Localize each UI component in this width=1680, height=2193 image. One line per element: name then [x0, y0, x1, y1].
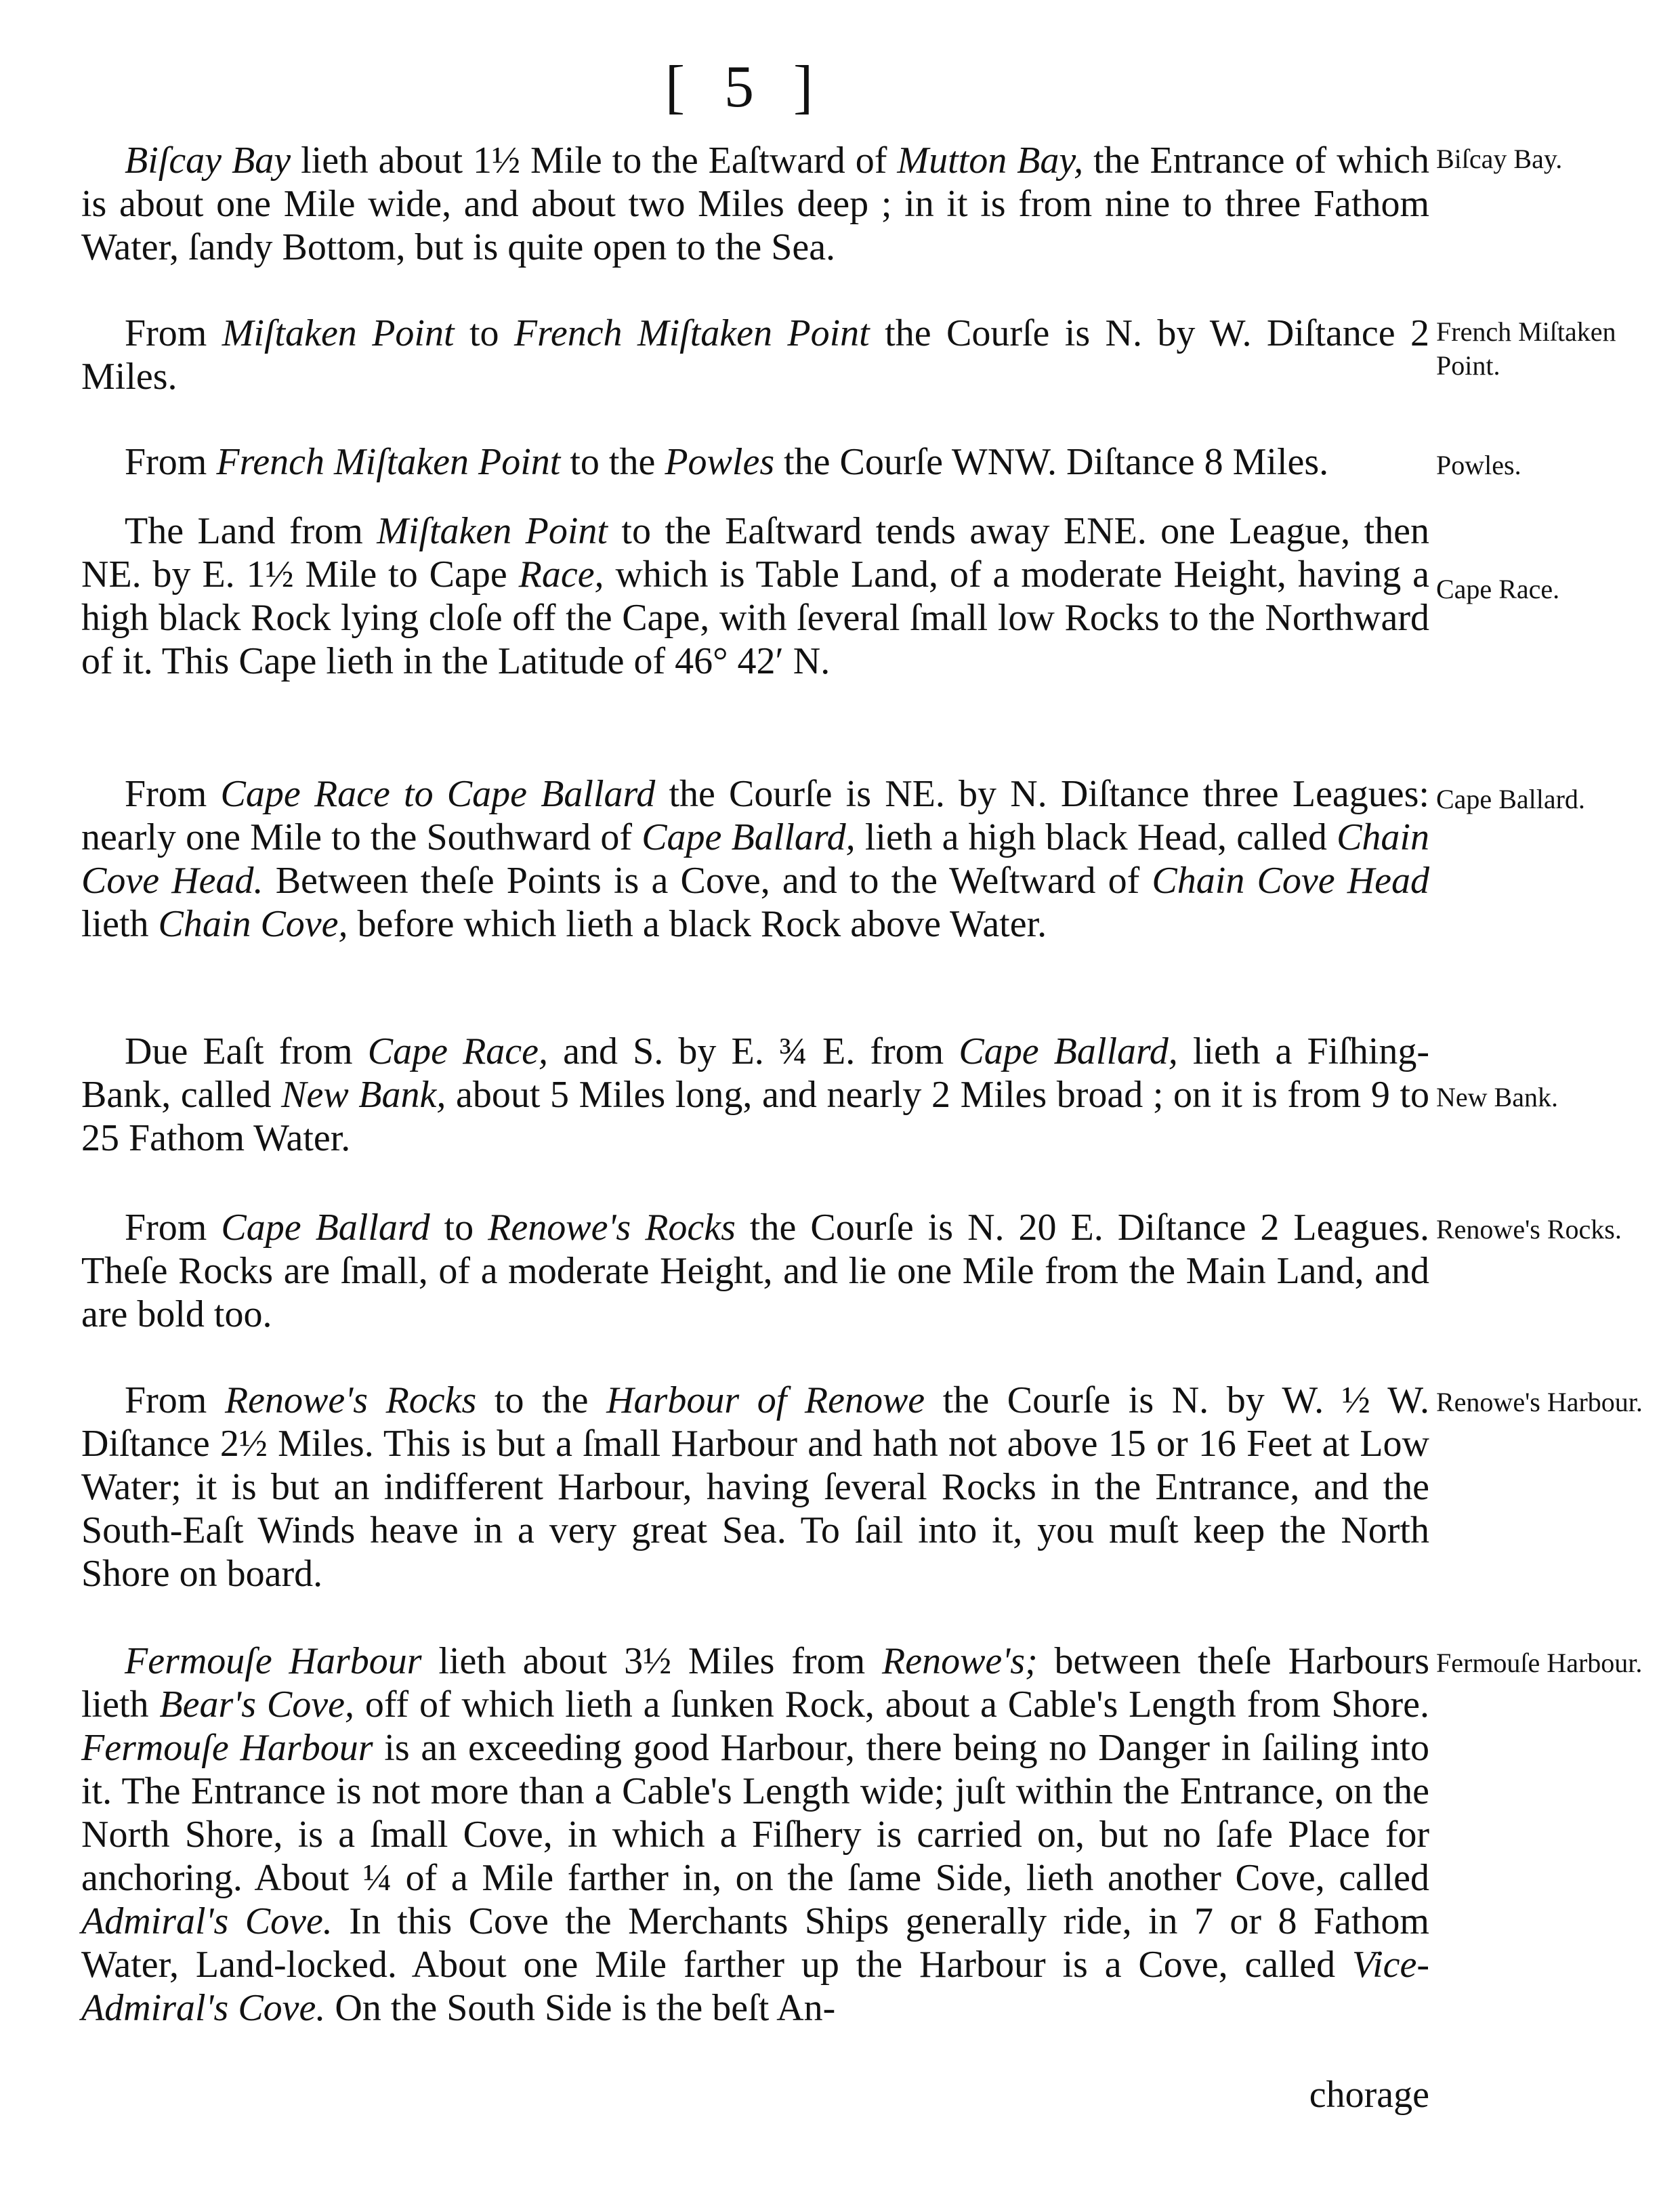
italic-text-segment: Renowe's Rocks: [224, 1379, 477, 1421]
text-segment: From: [125, 441, 217, 483]
italic-text-segment: Cape Ballard,: [642, 816, 856, 858]
italic-text-segment: Admiral's Cove.: [81, 1900, 333, 1942]
text-segment: From: [125, 1379, 225, 1421]
paragraph-renowe-harbour: [81, 1379, 1429, 1595]
text-segment: lieth: [81, 903, 159, 945]
text-segment: From: [125, 1207, 222, 1249]
margin-note-renowes-rocks: Renowe's Rocks.: [1436, 1214, 1622, 1245]
text-segment: the Entrance of which is about one Mile wide, and about two Miles deep ; in it is from nine to three Fathom Water, ſandy Bottom, but is quite open to the Sea.: [81, 140, 1429, 268]
text-segment: lieth a high black Head, called: [855, 816, 1337, 858]
text-segment: the Courſe is N. by W. Diſtance 2 Miles.: [81, 312, 1430, 398]
text-segment: From: [125, 773, 221, 815]
margin-note-renowe-harbour: Renowe's Harbour.: [1436, 1387, 1643, 1417]
italic-text-segment: French Miſtaken Point: [216, 441, 561, 483]
text-segment: before which lieth a black Rock above Water.: [348, 903, 1047, 945]
italic-text-segment: Fermouſe Harbour: [81, 1727, 373, 1769]
italic-text-segment: Cape Race,: [367, 1030, 548, 1072]
italic-text-segment: Vice-Admiral's Cove.: [81, 1944, 1429, 2029]
text-segment: to the: [476, 1379, 607, 1421]
text-segment: lieth about 3½ Miles from: [421, 1640, 883, 1682]
text-segment: The Land from: [125, 510, 377, 552]
text-segment: On the South Side is the beſt An-: [325, 1987, 836, 2029]
text-segment: the Courſe is N. 20 E. Diſtance 2 Leagues. Theſe Rocks are ſmall, of a moderate Height, and lie one Mile from the Main Land, and are bold too.: [81, 1207, 1429, 1335]
text-segment: which is Table Land, of a moderate Height, having a high black Rock lying cloſe off the Cape, with ſeveral ſmall low Rocks to the Northward of it. This Cape lieth in the Latitude of 46° 42′ N.: [81, 554, 1429, 682]
text-segment: the Courſe WNW. Diſtance 8 Miles.: [774, 441, 1329, 483]
text-segment: the Courſe is N. by W. ½ W. Diſtance 2½ Miles. This is but a ſmall Harbour and hath not above 15 or 16 Feet at Low Water; it is but an indifferent Harbour, having ſeveral Rocks in the Entrance, and the South-Eaſt Winds heave in a very great Sea. To ſail into it, you muſt keep the North Shore on board.: [81, 1379, 1429, 1595]
italic-text-segment: French Miſtaken Point: [513, 312, 870, 354]
italic-text-segment: Cape Ballard,: [959, 1030, 1178, 1072]
paragraph-new-bank: [81, 1030, 1429, 1160]
text-segment: to the Eaſtward tends away ENE. one League, then NE. by E. 1½ Mile to Cape: [81, 510, 1430, 596]
text-segment: off of which lieth a ſunken Rock, about a Cable's Length from Shore.: [354, 1684, 1429, 1726]
italic-text-segment: Mutton Bay,: [897, 140, 1084, 182]
italic-text-segment: New Bank,: [281, 1074, 446, 1116]
paragraph-french-mistaken-point: [81, 312, 1429, 398]
text-segment: the Courſe is NE. by N. Diſtance three Leagues: nearly one Mile to the Southward of: [81, 773, 1429, 858]
text-segment: to: [454, 312, 514, 354]
italic-text-segment: Chain Cove Head: [1152, 860, 1430, 902]
margin-note-fermouse-harbour: Fermouſe Harbour.: [1436, 1648, 1643, 1678]
italic-text-segment: Miſtaken Point: [222, 312, 455, 354]
margin-note-biscay-bay: Biſcay Bay.: [1436, 144, 1563, 174]
text-segment: Due Eaſt from: [125, 1030, 368, 1072]
italic-text-segment: Miſtaken Point: [377, 510, 608, 552]
text-segment: to the: [560, 441, 665, 483]
text-segment: lieth about 1½ Mile to the Eaſtward of: [291, 140, 898, 182]
text-segment: In this Cove the Merchants Ships generally ride, in 7 or 8 Fathom Water, Land-locked. About one Mile farther up the Harbour is a Cove, called: [81, 1900, 1429, 1986]
italic-text-segment: Chain Cove Head.: [81, 816, 1429, 902]
paragraph-powles: [81, 440, 1429, 484]
italic-text-segment: Renowe's;: [882, 1640, 1038, 1682]
margin-note-cape-ballard: Cape Ballard.: [1436, 784, 1585, 814]
margin-note-new-bank: New Bank.: [1436, 1082, 1558, 1112]
italic-text-segment: Harbour of Renowe: [606, 1379, 925, 1421]
margin-note-powles: Powles.: [1436, 450, 1521, 480]
margin-note-cape-race: Cape Race.: [1436, 574, 1560, 604]
text-segment: From: [125, 312, 222, 354]
text-segment: to: [429, 1207, 488, 1249]
italic-text-segment: Chain Cove,: [158, 903, 348, 945]
margin-note-french-mistaken-point: French Miſtaken Point.: [1436, 316, 1616, 381]
text-segment: is an exceeding good Harbour, there being no Danger in ſailing into it. The Entrance is not more than a Cable's Length wide; juſt within the Entrance, on the North Shore, is a ſmall Cove, in which a Fiſhery is carried on, but no ſafe Place for anchoring. About ¼ of a Mile farther in, on the ſame Side, lieth another Cove, called: [81, 1727, 1429, 1899]
italic-text-segment: Cape Race to Cape Ballard: [220, 773, 656, 815]
paragraph-renowes-rocks: [81, 1206, 1429, 1336]
paragraph-cape-race: [81, 509, 1429, 683]
paragraph-biscay-bay: [81, 139, 1429, 269]
paragraph-fermouse-harbour: [81, 1639, 1429, 2030]
catchword: chorage: [1309, 2074, 1429, 2116]
italic-text-segment: Powles: [665, 441, 775, 483]
text-segment: lieth a Fiſhing-Bank, called: [81, 1030, 1429, 1116]
text-segment: Between theſe Points is a Cove, and to the Weſtward of: [263, 860, 1152, 902]
paragraph-cape-ballard: [81, 772, 1429, 946]
italic-text-segment: Cape Ballard: [221, 1207, 430, 1249]
italic-text-segment: Biſcay Bay: [125, 140, 291, 182]
italic-text-segment: Fermouſe Harbour: [125, 1640, 422, 1682]
page-number: [ 5 ]: [665, 54, 826, 120]
text-segment: about 5 Miles long, and nearly 2 Miles broad ; on it is from 9 to 25 Fathom Water.: [81, 1074, 1430, 1159]
text-segment: between theſe Harbours lieth: [81, 1640, 1430, 1726]
italic-text-segment: Bear's Cove,: [159, 1684, 354, 1726]
text-segment: and S. by E. ¾ E. from: [548, 1030, 959, 1072]
italic-text-segment: Race,: [518, 554, 604, 596]
italic-text-segment: Renowe's Rocks: [488, 1207, 736, 1249]
